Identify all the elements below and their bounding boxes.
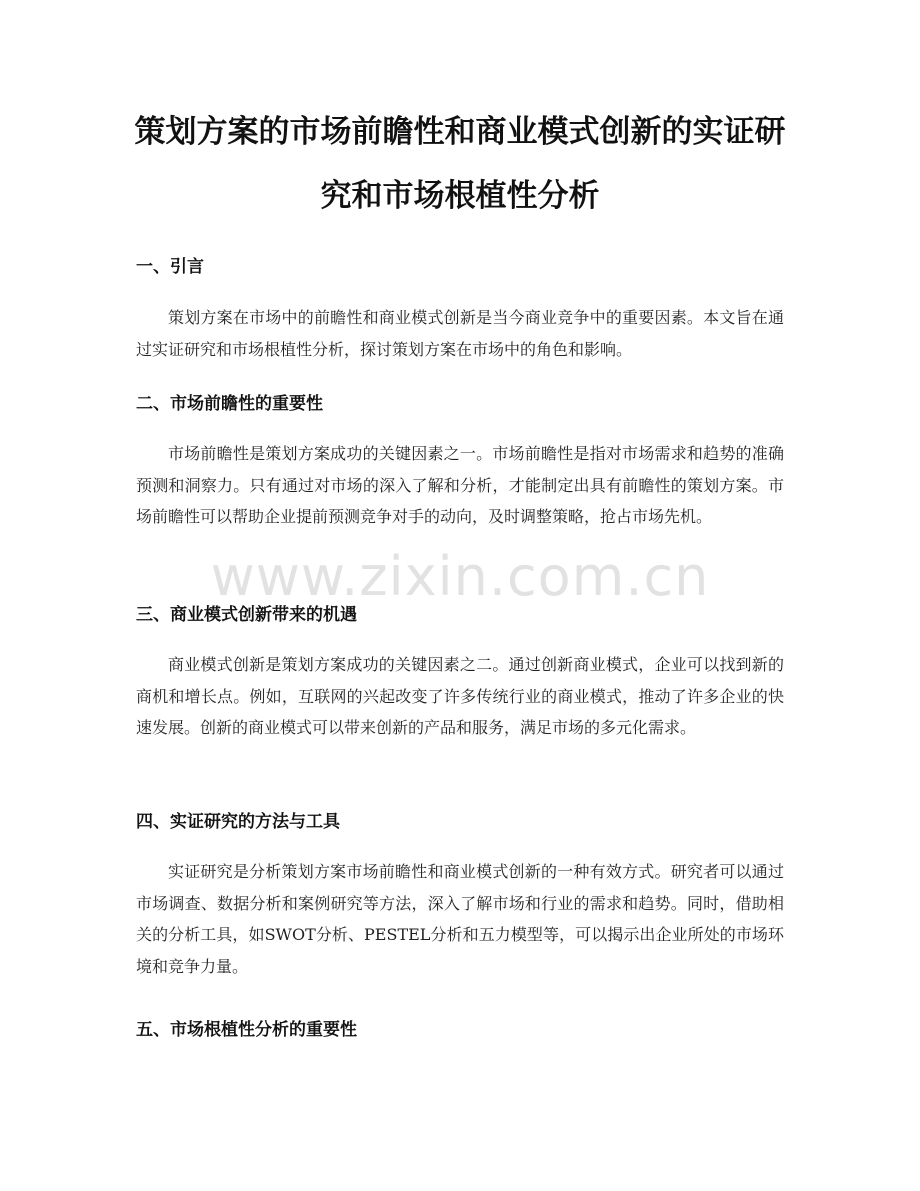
section-heading-market-embeddedness: 五、市场根植性分析的重要性 <box>136 1020 357 1040</box>
section-heading-market-foresight: 二、市场前瞻性的重要性 <box>136 394 323 414</box>
section-paragraph-empirical-methods: 实证研究是分析策划方案市场前瞻性和商业模式创新的一种有效方式。研究者可以通过市场调查、数据分析和案例研究等方法，深入了解市场和行业的需求和趋势。同时，借助相关的分析工具，如SWOT分析、PESTEL分析和五力模型等，可以揭示出企业所处的市场环境和竞争力量。 <box>136 862 784 977</box>
section-paragraph-business-model-innovation: 商业模式创新是策划方案成功的关键因素之二。通过创新商业模式，企业可以找到新的商机和增长点。例如，互联网的兴起改变了许多传统行业的商业模式，推动了许多企业的快速发展。创新的商业模式可以带来创新的产品和服务，满足市场的多元化需求。 <box>136 655 784 738</box>
section-paragraph-market-foresight: 市场前瞻性是策划方案成功的关键因素之一。市场前瞻性是指对市场需求和趋势的准确预测和洞察力。只有通过对市场的深入了解和分析，才能制定出具有前瞻性的策划方案。市场前瞻性可以帮助企业提前预测竞争对手的动向，及时调整策略，抢占市场先机。 <box>136 444 784 527</box>
section-paragraph-introduction: 策划方案在市场中的前瞻性和商业模式创新是当今商业竞争中的重要因素。本文旨在通过实证研究和市场根植性分析，探讨策划方案在市场中的角色和影响。 <box>136 308 784 359</box>
section-heading-introduction: 一、引言 <box>136 257 204 277</box>
section-heading-empirical-methods: 四、实证研究的方法与工具 <box>136 812 340 832</box>
document-title: 策划方案的市场前瞻性和商业模式创新的实证研究和市场根植性分析 <box>134 114 786 214</box>
section-heading-business-model-innovation: 三、商业模式创新带来的机遇 <box>136 605 357 625</box>
watermark-text: www.zixin.com.cn <box>210 545 710 608</box>
